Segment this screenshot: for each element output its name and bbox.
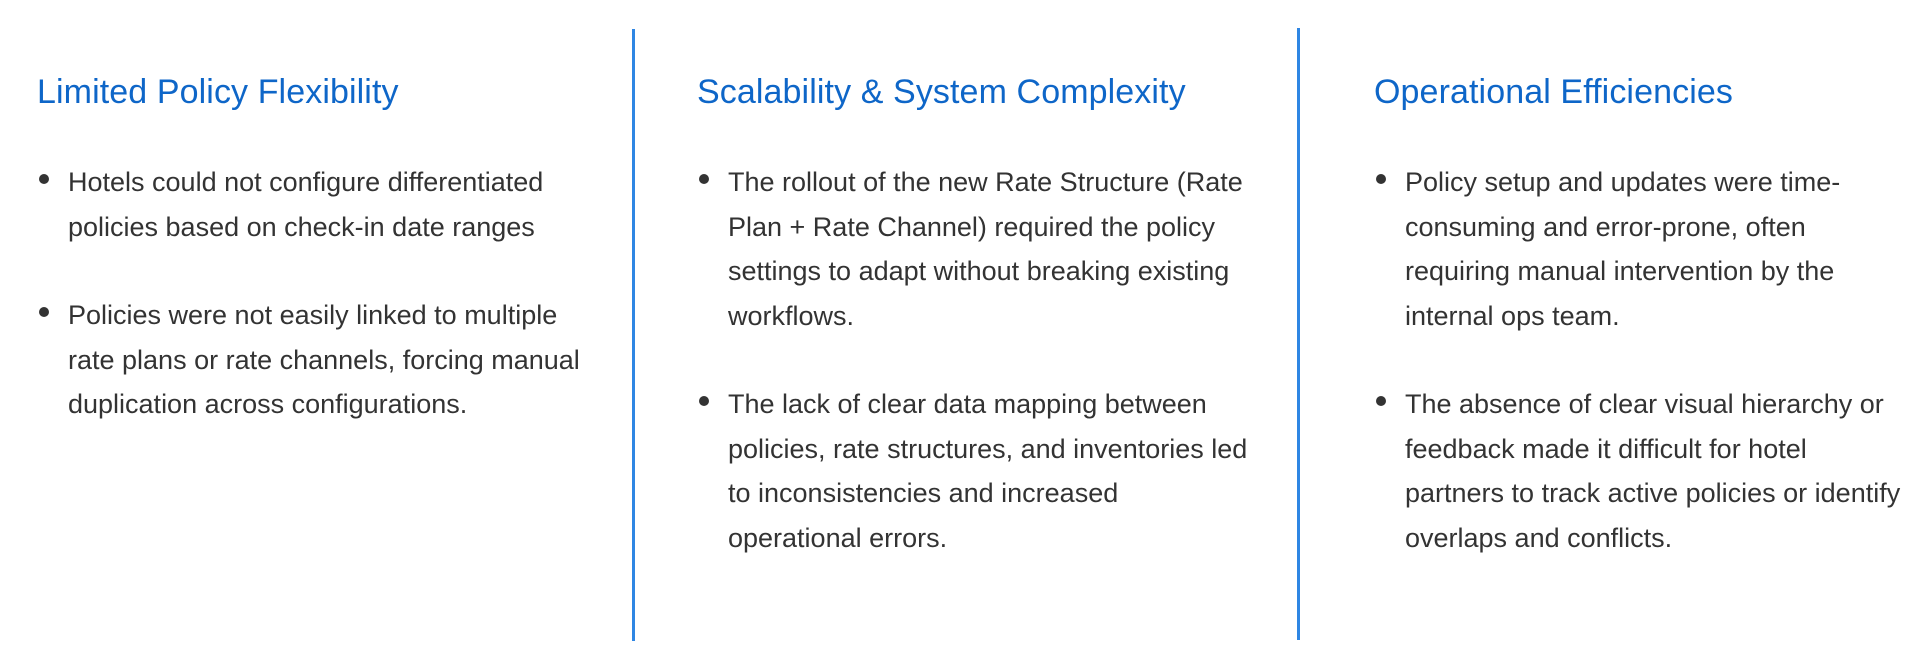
bullet-icon [1376,396,1386,406]
list-item [1374,160,1904,338]
column-divider [1297,28,1300,640]
column-scalability-system-complexity [697,0,1257,664]
column-heading: Limited Policy Flexibility [37,73,399,111]
bullet-text: The rollout of the new Rate Structure (Rate Plan + Rate Channel) required the policy settings to adapt without breaking existing workflows. [728,167,1243,331]
bullet-text: Hotels could not configure differentiated policies based on check-in date ranges [68,167,544,242]
column-divider [632,29,635,641]
bullet-text: The lack of clear data mapping between policies, rate structures, and inventories led to inconsistencies and increased operational errors. [728,389,1248,553]
list-item [37,160,597,249]
bullet-icon [39,307,49,317]
bullet-icon [1376,174,1386,184]
bullet-list [697,160,1257,560]
list-item [37,293,597,427]
column-heading: Scalability & System Complexity [697,73,1186,111]
bullet-list [1374,160,1904,560]
bullet-text: The absence of clear visual hierarchy or feedback made it difficult for hotel partners to track active policies or identify overlaps and conflicts. [1405,389,1901,553]
bullet-list [37,160,597,427]
bullet-text: Policies were not easily linked to multiple rate plans or rate channels, forcing manual duplication across configurations. [68,300,580,419]
bullet-icon [699,396,709,406]
list-item [697,160,1257,338]
column-heading: Operational Efficiencies [1374,73,1733,111]
column-operational-efficiencies [1374,0,1904,664]
bullet-icon [699,174,709,184]
bullet-icon [39,174,49,184]
list-item [697,382,1257,560]
list-item [1374,382,1904,560]
bullet-text: Policy setup and updates were time-consuming and error-prone, often requiring manual intervention by the internal ops team. [1405,167,1841,331]
column-limited-policy-flexibility [37,0,597,664]
